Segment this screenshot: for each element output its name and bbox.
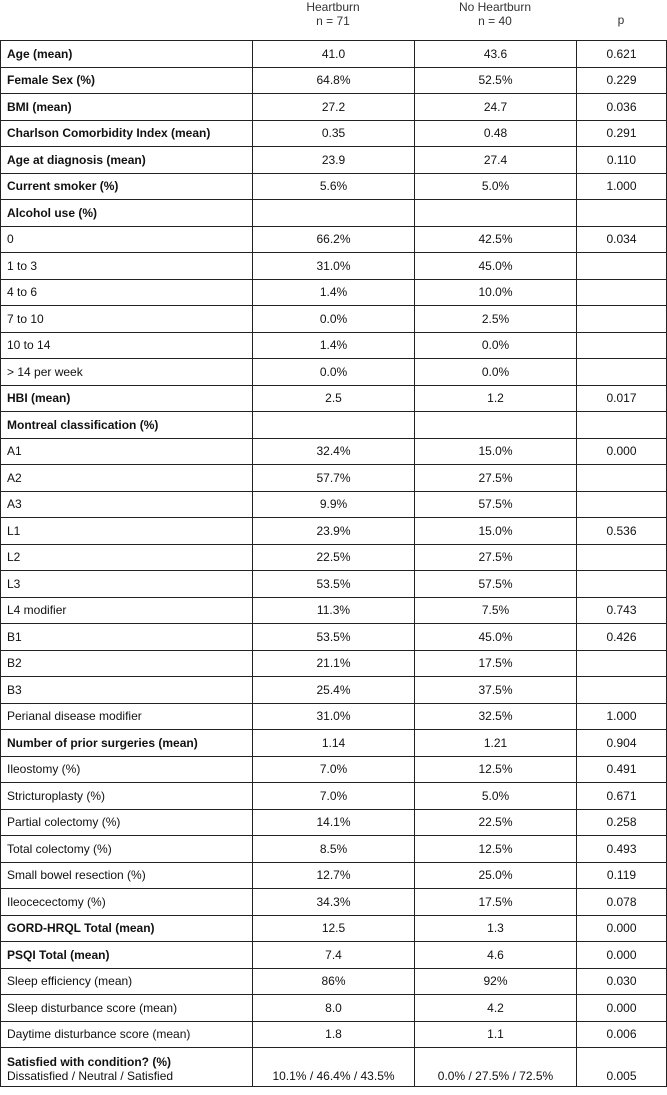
row-label: Small bowel resection (%)	[1, 862, 253, 889]
table-row	[1, 1048, 667, 1087]
heartburn-value: 25.4%	[253, 677, 415, 704]
no-heartburn-value: 1.2	[415, 385, 577, 412]
table-row	[1, 995, 667, 1022]
table-row	[1, 968, 667, 995]
p-value	[577, 332, 667, 359]
p-value: 0.036	[577, 94, 667, 121]
no-heartburn-value: 45.0%	[415, 253, 577, 280]
no-heartburn-value: 4.6	[415, 942, 577, 969]
table-row	[1, 200, 667, 227]
no-heartburn-value: 0.0%	[415, 332, 577, 359]
no-heartburn-value: 24.7	[415, 94, 577, 121]
row-label: L1	[1, 518, 253, 545]
heartburn-value: 8.0	[253, 995, 415, 1022]
row-label: L3	[1, 571, 253, 598]
no-heartburn-value: 17.5%	[415, 889, 577, 916]
table-row	[1, 809, 667, 836]
p-value: 0.491	[577, 756, 667, 783]
no-heartburn-value: 4.2	[415, 995, 577, 1022]
heartburn-value: 41.0	[253, 41, 415, 68]
table-row	[1, 518, 667, 545]
heartburn-value	[253, 200, 415, 227]
row-label: B3	[1, 677, 253, 704]
table-row	[1, 730, 667, 757]
row-label: GORD-HRQL Total (mean)	[1, 915, 253, 942]
p-value: 1.000	[577, 703, 667, 730]
heartburn-value: 27.2	[253, 94, 415, 121]
table-row	[1, 41, 667, 68]
p-value	[577, 200, 667, 227]
row-label: Total colectomy (%)	[1, 836, 253, 863]
heartburn-value: 23.9%	[253, 518, 415, 545]
table-row	[1, 359, 667, 386]
no-heartburn-value	[415, 412, 577, 439]
no-heartburn-value: 17.5%	[415, 650, 577, 677]
row-label: Ileocecectomy (%)	[1, 889, 253, 916]
p-value: 0.904	[577, 730, 667, 757]
no-heartburn-n: n = 40	[478, 14, 512, 28]
row-label: 7 to 10	[1, 306, 253, 333]
p-value: 0.119	[577, 862, 667, 889]
p-value: 0.291	[577, 120, 667, 147]
heartburn-column-header	[252, 0, 414, 28]
heartburn-value: 1.8	[253, 1021, 415, 1048]
no-heartburn-value: 10.0%	[415, 279, 577, 306]
row-label: 10 to 14	[1, 332, 253, 359]
table-row	[1, 624, 667, 651]
table-row	[1, 253, 667, 280]
no-heartburn-value: 52.5%	[415, 67, 577, 94]
table-row	[1, 67, 667, 94]
table-row	[1, 173, 667, 200]
p-value	[577, 544, 667, 571]
table-row	[1, 120, 667, 147]
row-label: A1	[1, 438, 253, 465]
no-heartburn-value: 15.0%	[415, 438, 577, 465]
p-value	[577, 650, 667, 677]
table-row	[1, 465, 667, 492]
no-heartburn-value	[415, 200, 577, 227]
p-value: 0.621	[577, 41, 667, 68]
table-row	[1, 1021, 667, 1048]
row-label: 1 to 3	[1, 253, 253, 280]
p-value: 0.229	[577, 67, 667, 94]
row-label: Daytime disturbance score (mean)	[1, 1021, 253, 1048]
heartburn-value: 9.9%	[253, 491, 415, 518]
table-row	[1, 147, 667, 174]
heartburn-value: 8.5%	[253, 836, 415, 863]
table-row	[1, 915, 667, 942]
table-row	[1, 677, 667, 704]
heartburn-value: 14.1%	[253, 809, 415, 836]
p-value: 0.426	[577, 624, 667, 651]
heartburn-value: 1.4%	[253, 279, 415, 306]
p-value	[577, 412, 667, 439]
table-row	[1, 862, 667, 889]
table-row	[1, 889, 667, 916]
satisfaction-label: Satisfied with condition? (%)	[7, 1055, 171, 1069]
p-value: 1.000	[577, 173, 667, 200]
table-row	[1, 836, 667, 863]
heartburn-n: n = 71	[316, 14, 350, 28]
table-row	[1, 279, 667, 306]
row-label: Stricturoplasty (%)	[1, 783, 253, 810]
table-row	[1, 385, 667, 412]
heartburn-value: 22.5%	[253, 544, 415, 571]
p-value: 0.078	[577, 889, 667, 916]
p-value	[577, 677, 667, 704]
no-heartburn-title: No Heartburn	[458, 0, 532, 14]
satisfaction-sublabel: Dissatisfied / Neutral / Satisfied	[7, 1069, 174, 1083]
heartburn-value: 57.7%	[253, 465, 415, 492]
data-table	[0, 40, 667, 1087]
row-label: A3	[1, 491, 253, 518]
p-value	[577, 279, 667, 306]
heartburn-value: 0.35	[253, 120, 415, 147]
p-value	[577, 306, 667, 333]
p-value	[577, 465, 667, 492]
heartburn-value: 12.5	[253, 915, 415, 942]
no-heartburn-value: 45.0%	[415, 624, 577, 651]
table-row	[1, 332, 667, 359]
heartburn-value: 64.8%	[253, 67, 415, 94]
no-heartburn-value: 5.0%	[415, 783, 577, 810]
p-value: 0.000	[577, 995, 667, 1022]
no-heartburn-value: 0.0%	[415, 359, 577, 386]
table-row	[1, 412, 667, 439]
table-row	[1, 306, 667, 333]
table-row	[1, 438, 667, 465]
no-heartburn-value: 27.5%	[415, 465, 577, 492]
no-heartburn-value: 0.0% / 27.5% / 72.5%	[415, 1048, 577, 1087]
p-value: 0.493	[577, 836, 667, 863]
row-label	[1, 1048, 253, 1087]
p-value	[577, 571, 667, 598]
heartburn-value: 12.7%	[253, 862, 415, 889]
p-value: 0.006	[577, 1021, 667, 1048]
p-value: 0.000	[577, 915, 667, 942]
row-label: Ileostomy (%)	[1, 756, 253, 783]
heartburn-value: 1.14	[253, 730, 415, 757]
table-row	[1, 756, 667, 783]
no-heartburn-value: 22.5%	[415, 809, 577, 836]
no-heartburn-value: 37.5%	[415, 677, 577, 704]
row-label: L2	[1, 544, 253, 571]
row-label: 4 to 6	[1, 279, 253, 306]
no-heartburn-value: 42.5%	[415, 226, 577, 253]
row-label: HBI (mean)	[1, 385, 253, 412]
row-label: Alcohol use (%)	[1, 200, 253, 227]
heartburn-value: 23.9	[253, 147, 415, 174]
p-value	[577, 491, 667, 518]
p-value: 0.000	[577, 438, 667, 465]
row-label: Perianal disease modifier	[1, 703, 253, 730]
row-label: Sleep efficiency (mean)	[1, 968, 253, 995]
heartburn-value: 7.4	[253, 942, 415, 969]
no-heartburn-value: 57.5%	[415, 571, 577, 598]
no-heartburn-value: 27.4	[415, 147, 577, 174]
no-heartburn-value: 1.1	[415, 1021, 577, 1048]
no-heartburn-value: 27.5%	[415, 544, 577, 571]
heartburn-value: 31.0%	[253, 703, 415, 730]
no-heartburn-value: 12.5%	[415, 756, 577, 783]
heartburn-value: 21.1%	[253, 650, 415, 677]
heartburn-value: 10.1% / 46.4% / 43.5%	[253, 1048, 415, 1087]
no-heartburn-value: 32.5%	[415, 703, 577, 730]
table-row	[1, 783, 667, 810]
row-label: Female Sex (%)	[1, 67, 253, 94]
no-heartburn-value: 15.0%	[415, 518, 577, 545]
heartburn-value	[253, 412, 415, 439]
heartburn-value: 2.5	[253, 385, 415, 412]
heartburn-title: Heartburn	[306, 0, 360, 14]
row-label: A2	[1, 465, 253, 492]
row-label: > 14 per week	[1, 359, 253, 386]
row-label: Number of prior surgeries (mean)	[1, 730, 253, 757]
p-value: 0.743	[577, 597, 667, 624]
heartburn-value: 0.0%	[253, 306, 415, 333]
heartburn-value: 66.2%	[253, 226, 415, 253]
p-value	[577, 253, 667, 280]
p-value: 0.030	[577, 968, 667, 995]
p-column-header: p	[617, 13, 625, 27]
no-heartburn-value: 7.5%	[415, 597, 577, 624]
p-value: 0.034	[577, 226, 667, 253]
table-row	[1, 571, 667, 598]
row-label: Current smoker (%)	[1, 173, 253, 200]
row-label: PSQI Total (mean)	[1, 942, 253, 969]
row-label: Charlson Comorbidity Index (mean)	[1, 120, 253, 147]
row-label: L4 modifier	[1, 597, 253, 624]
no-heartburn-column-header	[414, 0, 576, 28]
p-value: 0.671	[577, 783, 667, 810]
table-row	[1, 597, 667, 624]
heartburn-value: 7.0%	[253, 756, 415, 783]
no-heartburn-value: 57.5%	[415, 491, 577, 518]
table-row	[1, 650, 667, 677]
p-value: 0.536	[577, 518, 667, 545]
row-label: BMI (mean)	[1, 94, 253, 121]
row-label: Partial colectomy (%)	[1, 809, 253, 836]
no-heartburn-value: 25.0%	[415, 862, 577, 889]
no-heartburn-value: 1.21	[415, 730, 577, 757]
heartburn-value: 53.5%	[253, 624, 415, 651]
p-value	[577, 359, 667, 386]
heartburn-value: 5.6%	[253, 173, 415, 200]
p-value: 0.000	[577, 942, 667, 969]
p-value: 0.258	[577, 809, 667, 836]
heartburn-value: 86%	[253, 968, 415, 995]
heartburn-value: 32.4%	[253, 438, 415, 465]
heartburn-value: 34.3%	[253, 889, 415, 916]
table-row	[1, 703, 667, 730]
row-label: B1	[1, 624, 253, 651]
table-header	[0, 0, 667, 40]
no-heartburn-value: 0.48	[415, 120, 577, 147]
row-label: 0	[1, 226, 253, 253]
heartburn-value: 1.4%	[253, 332, 415, 359]
heartburn-value: 7.0%	[253, 783, 415, 810]
heartburn-value: 31.0%	[253, 253, 415, 280]
table-row	[1, 226, 667, 253]
row-label: Age (mean)	[1, 41, 253, 68]
heartburn-value: 53.5%	[253, 571, 415, 598]
no-heartburn-value: 12.5%	[415, 836, 577, 863]
table-row	[1, 942, 667, 969]
no-heartburn-value: 5.0%	[415, 173, 577, 200]
table-body	[1, 41, 667, 1087]
row-label: B2	[1, 650, 253, 677]
row-label: Age at diagnosis (mean)	[1, 147, 253, 174]
no-heartburn-value: 43.6	[415, 41, 577, 68]
row-label: Sleep disturbance score (mean)	[1, 995, 253, 1022]
table-row	[1, 94, 667, 121]
p-value: 0.110	[577, 147, 667, 174]
no-heartburn-value: 92%	[415, 968, 577, 995]
heartburn-value: 11.3%	[253, 597, 415, 624]
table-row	[1, 544, 667, 571]
table-row	[1, 491, 667, 518]
p-value: 0.017	[577, 385, 667, 412]
row-label: Montreal classification (%)	[1, 412, 253, 439]
no-heartburn-value: 2.5%	[415, 306, 577, 333]
no-heartburn-value: 1.3	[415, 915, 577, 942]
heartburn-value: 0.0%	[253, 359, 415, 386]
p-value: 0.005	[577, 1048, 667, 1087]
